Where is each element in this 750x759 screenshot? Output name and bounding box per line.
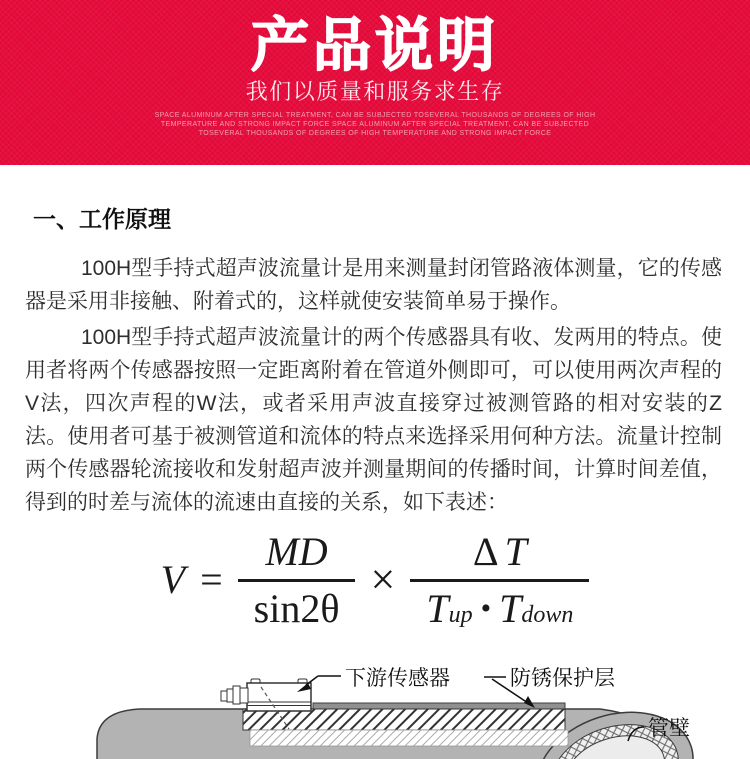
fraction1-denominator: sin2θ xyxy=(238,579,356,631)
banner-tagline xyxy=(135,111,615,138)
fraction1-numerator: MD xyxy=(265,528,328,574)
formula-fraction-1 xyxy=(238,530,356,631)
banner-subtitle: 我们以质量和服务求生存 xyxy=(245,78,505,104)
velocity-formula xyxy=(0,529,750,631)
downstream-sensor-label: 下游传感器 xyxy=(345,667,450,690)
tagline-line-1: SPACE ALUMINUM AFTER SPECIAL TREATMENT, CAN BE SUBJECTED TOSEVERAL THOUSANDS OF DEGREES OF HIGH xyxy=(154,112,596,120)
fraction2-numerator xyxy=(457,530,543,579)
pipe-wall-label: 管壁 xyxy=(648,717,690,740)
rust-protection-label: 防锈保护层 xyxy=(510,667,615,690)
paragraph-measurement-methods: 100H型手持式超声波流量计的两个传感器具有收、发两用的特点。使用者将两个传感器按照一定距离附着在管道外侧即可，可以使用两次声程的V法，四次声程的W法，或者采用声波直接穿过被测管路的相对安装的Z法。使用者可基于被测管道和流体的特点来选择采用何种方法。流量计控制两个传感器轮流接收和发射超声波并测量期间的传播时间，计算时间差值，得到的时差与流体的流速由直接的关系，如下表述： xyxy=(25,326,722,514)
tagline-line-3: TOSEVERAL THOUSANDS OF DEGREES OF HIGH TEMPERATURE AND STRONG IMPACT FORCE xyxy=(198,130,552,138)
flowmeter-installation-diagram xyxy=(0,649,750,759)
product-description-body xyxy=(0,201,750,759)
t-down-subscript: down xyxy=(521,601,574,628)
section-heading-working-principle: 一、工作原理 xyxy=(33,206,171,232)
formula-equals: = xyxy=(200,557,223,602)
delta-t-variable: T xyxy=(504,528,527,574)
paragraph-intro: 100H型手持式超声波流量计是用来测量封闭管路液体测量，它的传感器是采用非接触、附着式的，这样就使安装简单易于操作。 xyxy=(25,257,722,313)
tagline-line-2: TEMPERATURE AND STRONG IMPACT FORCE SPACE ALUMINUM AFTER SPECIAL TREATMENT, CAN BE SUBJECTED xyxy=(160,121,590,129)
formula-times: × xyxy=(370,554,396,604)
multiplication-dot: • xyxy=(480,592,492,625)
fraction2-denominator xyxy=(410,579,589,631)
delta-symbol: Δ xyxy=(472,528,505,574)
cable-gland xyxy=(221,686,248,704)
banner-title: 产品说明 xyxy=(250,13,499,78)
formula-lhs: V xyxy=(160,557,186,602)
protective-layer-hatch xyxy=(243,709,565,730)
couplant-fine-hatch xyxy=(250,730,568,746)
t-down-base: T xyxy=(499,585,522,631)
promo-banner xyxy=(0,0,750,165)
t-up-subscript: up xyxy=(448,601,473,628)
t-up-base: T xyxy=(426,585,449,631)
formula-fraction-2 xyxy=(410,530,589,631)
